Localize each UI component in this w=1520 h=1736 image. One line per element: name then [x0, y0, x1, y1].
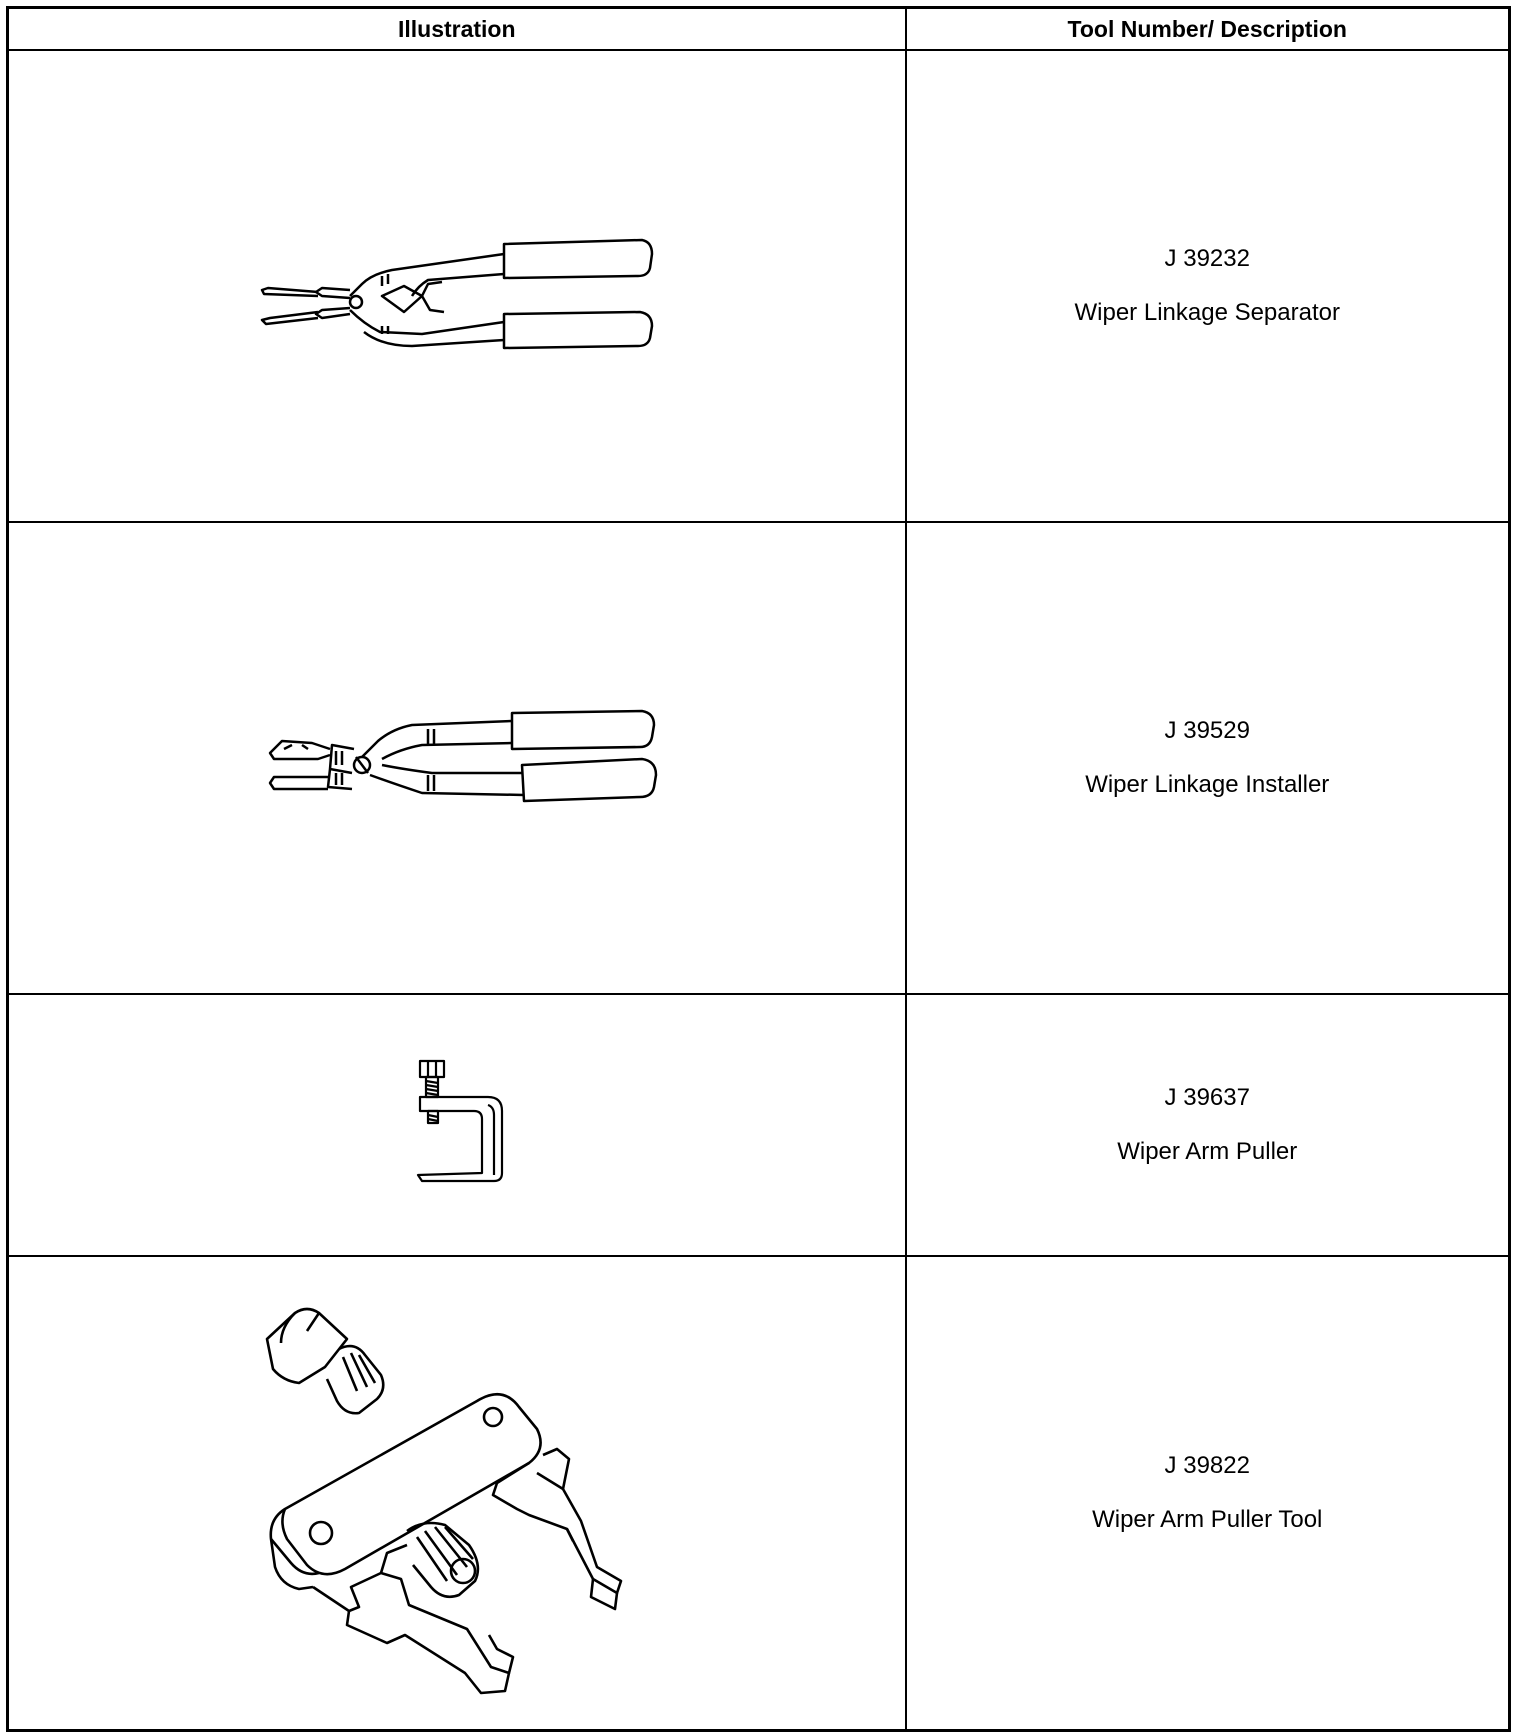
illustration-cell: [8, 522, 906, 994]
tool-description: Wiper Arm Puller: [1117, 1138, 1298, 1165]
table-row: [8, 522, 1510, 994]
wiper-linkage-installer-pliers-icon: [232, 693, 682, 823]
tool-description: Wiper Linkage Separator: [1074, 299, 1340, 326]
c-clamp-puller-icon: [392, 1055, 522, 1195]
illustration-cell: [8, 1256, 906, 1730]
illustration-cell: [8, 50, 906, 522]
tool-table: [6, 6, 1511, 1732]
description-cell: [906, 522, 1510, 994]
table-row: [8, 50, 1510, 522]
tool-description: Wiper Linkage Installer: [1085, 771, 1330, 798]
illustration-header: Illustration: [8, 8, 906, 51]
illustration-cell: [8, 994, 906, 1256]
tool-number: J 39529: [1164, 717, 1250, 744]
two-jaw-puller-icon: [247, 1283, 667, 1703]
description-cell: [906, 1256, 1510, 1730]
tool-number: J 39637: [1164, 1084, 1250, 1111]
description-header: Tool Number/ Description: [906, 8, 1510, 51]
wiper-linkage-separator-pliers-icon: [232, 216, 682, 356]
tool-number: J 39232: [1164, 245, 1250, 272]
tool-number: J 39822: [1164, 1451, 1250, 1479]
table-row: [8, 994, 1510, 1256]
table-row: [8, 1256, 1510, 1730]
tool-description: Wiper Arm Puller Tool: [1092, 1505, 1323, 1533]
header-row: [8, 8, 1510, 51]
description-cell: [906, 50, 1510, 522]
description-cell: [906, 994, 1510, 1256]
